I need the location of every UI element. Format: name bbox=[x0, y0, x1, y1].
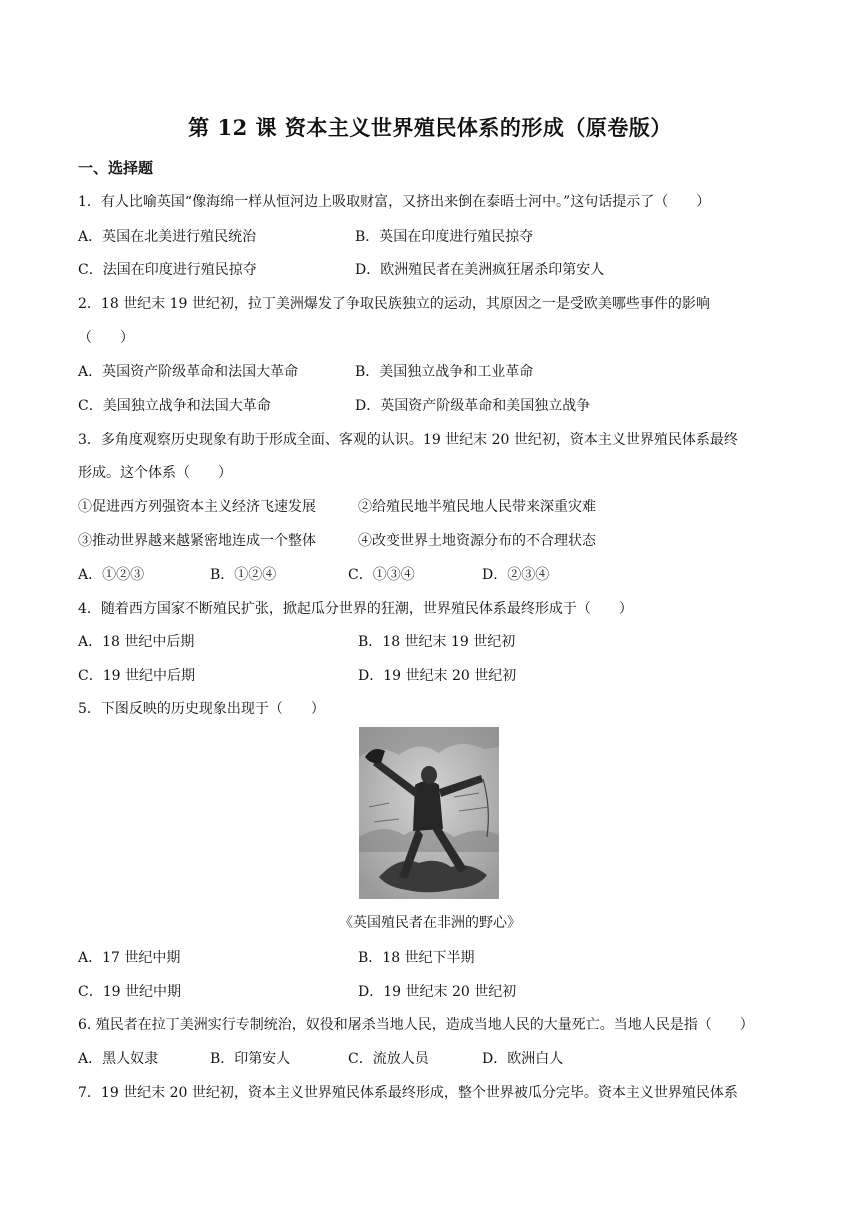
question-5-option-b: B．18 世纪下半期 bbox=[358, 950, 475, 966]
question-6-option-d: D．欧洲白人 bbox=[482, 1051, 564, 1067]
page-title: 第 12 课 资本主义世界殖民体系的形成（原卷版） bbox=[188, 115, 672, 140]
colossus-cartoon-illustration bbox=[359, 727, 499, 899]
question-2-option-d: D．英国资产阶级革命和美国独立战争 bbox=[355, 398, 591, 414]
question-5-stem: 5．下图反映的历史现象出现于（ ） bbox=[78, 701, 325, 717]
question-4-stem: 4．随着西方国家不断殖民扩张，掀起瓜分世界的狂潮，世界殖民体系最终形成于（ ） bbox=[78, 601, 633, 617]
question-7-stem: 7．19 世纪末 20 世纪初，资本主义世界殖民体系最终形成，整个世界被瓜分完毕。资本主义世界殖民体系 bbox=[78, 1085, 738, 1101]
question-1-option-d: D．欧洲殖民者在美洲疯狂屠杀印第安人 bbox=[355, 262, 605, 278]
question-3-option-a: A．①②③ bbox=[78, 567, 145, 583]
section-heading: 一、选择题 bbox=[78, 159, 154, 177]
question-4-option-c: C．19 世纪中后期 bbox=[78, 668, 195, 684]
question-5-option-a: A．17 世纪中期 bbox=[78, 950, 181, 966]
question-5-option-d: D．19 世纪末 20 世纪初 bbox=[358, 984, 517, 1000]
question-4-option-a: A．18 世纪中后期 bbox=[78, 634, 195, 650]
question-4-option-d: D．19 世纪末 20 世纪初 bbox=[358, 668, 517, 684]
question-5-option-c: C．19 世纪中期 bbox=[78, 984, 181, 1000]
question-6-stem: 6. 殖民者在拉丁美洲实行专制统治，奴役和屠杀当地人民，造成当地人民的大量死亡。当地人民是指（ ） bbox=[78, 1017, 754, 1033]
question-1-option-b: B．英国在印度进行殖民掠夺 bbox=[355, 229, 534, 245]
cartoon-image bbox=[359, 727, 499, 899]
question-3-item-2: ②给殖民地半殖民地人民带来深重灾难 bbox=[358, 499, 596, 515]
question-3-item-3: ③推动世界越来越紧密地连成一个整体 bbox=[78, 533, 316, 549]
question-3-item-4: ④改变世界土地资源分布的不合理状态 bbox=[358, 533, 596, 549]
question-4-option-b: B．18 世纪末 19 世纪初 bbox=[358, 634, 516, 650]
question-3-stem-cont: 形成。这个体系（ ） bbox=[78, 465, 232, 481]
question-3-stem: 3．多角度观察历史现象有助于形成全面、客观的认识。19 世纪末 20 世纪初，资本主义世界殖民体系最终 bbox=[78, 432, 738, 448]
question-6-option-c: C．流放人员 bbox=[348, 1051, 429, 1067]
question-2-stem: 2．18 世纪末 19 世纪初，拉丁美洲爆发了争取民族独立的运动，其原因之一是受欧美哪些事件的影响 bbox=[78, 296, 710, 312]
question-6-option-a: A．黑人奴隶 bbox=[78, 1051, 159, 1067]
figure-caption: 《英国殖民者在非洲的野心》 bbox=[339, 915, 521, 931]
question-2-option-c: C．美国独立战争和法国大革命 bbox=[78, 398, 271, 414]
question-3-option-c: C．①③④ bbox=[348, 567, 415, 583]
question-1-stem: 1．有人比喻英国“像海绵一样从恒河边上吸取财富，又挤出来倒在泰晤士河中。”这句话提示了（ ） bbox=[78, 194, 711, 210]
question-2-option-b: B．美国独立战争和工业革命 bbox=[355, 364, 534, 380]
question-3-option-d: D．②③④ bbox=[482, 567, 550, 583]
question-2-stem-cont: （ ） bbox=[78, 330, 134, 346]
question-6-option-b: B．印第安人 bbox=[210, 1051, 291, 1067]
question-3-option-b: B．①②④ bbox=[210, 567, 277, 583]
question-1-option-c: C．法国在印度进行殖民掠夺 bbox=[78, 262, 257, 278]
question-1-option-a: A．英国在北美进行殖民统治 bbox=[78, 229, 257, 245]
question-3-item-1: ①促进西方列强资本主义经济飞速发展 bbox=[78, 499, 316, 515]
question-2-option-a: A．英国资产阶级革命和法国大革命 bbox=[78, 364, 299, 380]
